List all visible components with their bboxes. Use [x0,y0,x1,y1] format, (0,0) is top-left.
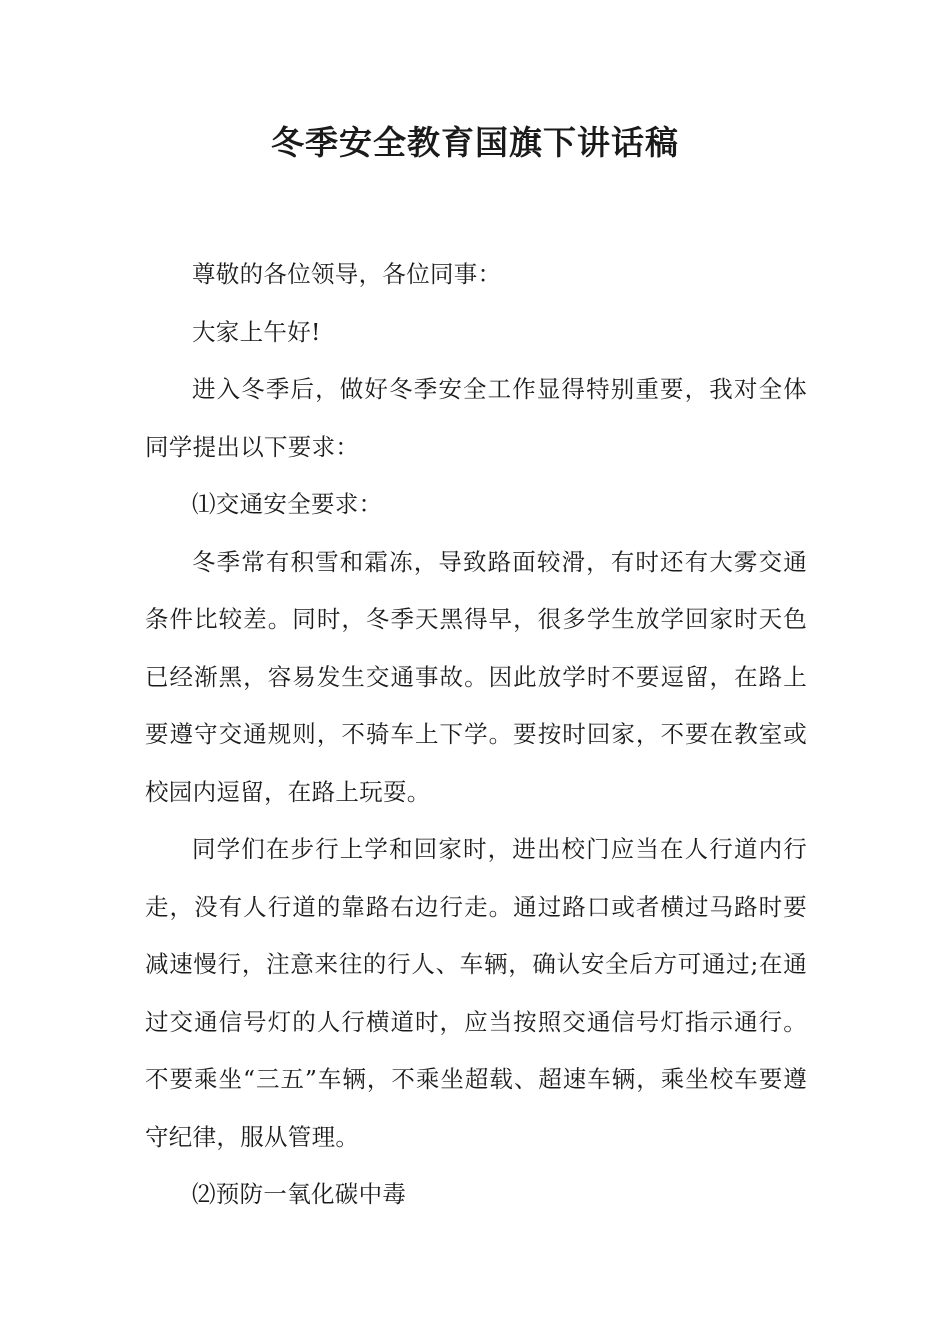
salutation-paragraph: 尊敬的各位领导，各位同事： [192,260,502,288]
traffic-paragraph-2: 同学们在步行上学和回家时，进出校门应当在人行道内行走，没有人行道的靠路右边行走。通过路口或者横过马路时要减速慢行，注意来往的行人、车辆，确认安全后方可通过;在通过交通信号灯的人行横道时，应当按照交通信号灯指示通行。不要乘坐“三五”车辆，不乘坐超载、超速车辆，乘坐校车要遵守纪律，服从管理。 [145,835,807,1151]
greeting-paragraph: 大家上午好! [192,317,321,346]
document-body [145,246,807,1224]
intro-paragraph: 进入冬季后，做好冬季安全工作显得特别重要，我对全体同学提出以下要求： [145,375,807,461]
section-heading-traffic: ⑴交通安全要求： [192,490,383,518]
section-heading-co-poisoning: ⑵预防一氧化碳中毒 [192,1180,407,1208]
traffic-paragraph-1: 冬季常有积雪和霜冻，导致路面较滑，有时还有大雾交通条件比较差。同时，冬季天黑得早，很多学生放学回家时天色已经渐黑，容易发生交通事故。因此放学时不要逗留，在路上要遵守交通规则，不骑车上下学。要按时回家，不要在教室或校园内逗留，在路上玩耍。 [145,547,807,806]
document-title: 冬季安全教育国旗下讲话稿 [271,123,679,162]
